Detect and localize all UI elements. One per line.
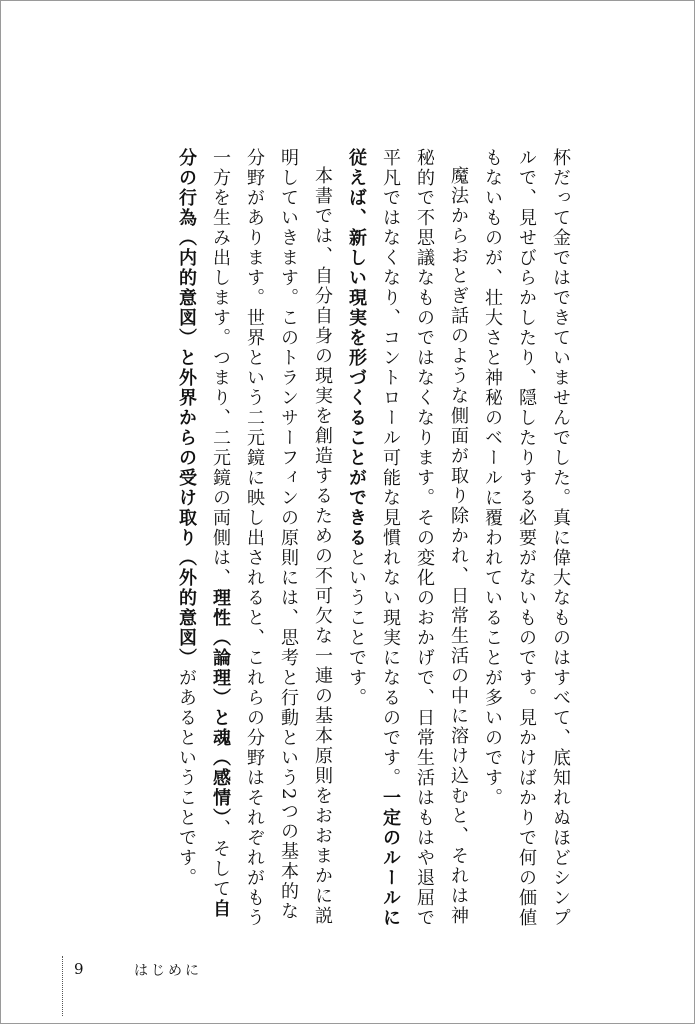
footer-divider [62, 956, 63, 1016]
text-segment: 本書では、自分自身の現実を創造するための不可欠な一連の基本原則をおおまかに説明していきます。このトランサーフィンの原則には、思考と行動という2つの基本的な分野があります。世界という二元鏡に映し出されると、これらの分野はそれぞれがもう一方を生み出します。つまり、二元鏡の両側は、 [210, 148, 333, 928]
text-segment: 杯だって金ではできていませんでした。真に偉大なものはすべて、底知れぬほどシンプルで、見せびらかしたり、隠したりする必要がないものです。見かけばかりで何の価値もないものが、壮大さと神秘のベールに覆われていることが多いのです。 [482, 148, 571, 928]
text-segment: 魔法からおとぎ話のような側面が取り除かれ、日常生活の中に溶け込むと、それは神秘的で不思議なものではなくなります。その変化のおかげで、日常生活はもはや退屈で平凡ではなくなり、コントロール可能な見慣れない現実になるのです。 [380, 148, 469, 928]
page-number: 9 [74, 960, 84, 978]
emphasis-text: 理性（論理）と魂（感情） [210, 588, 231, 819]
page-footer [62, 956, 262, 1014]
paragraph [475, 148, 577, 928]
emphasis-text: 自分の行為（内的意図）と外界からの受け取り（外的意図） [176, 148, 231, 919]
paragraph [339, 148, 475, 928]
running-head: はじめに [134, 963, 202, 979]
emphasis-text: 一定のルールに従えば、新しい現実を形づくることができる [346, 148, 401, 928]
text-segment: があるということです。 [176, 668, 197, 888]
text-segment: ということです。 [346, 548, 367, 708]
paragraph [169, 148, 339, 928]
text-segment: 、そして [210, 819, 231, 899]
body-text [141, 148, 577, 928]
